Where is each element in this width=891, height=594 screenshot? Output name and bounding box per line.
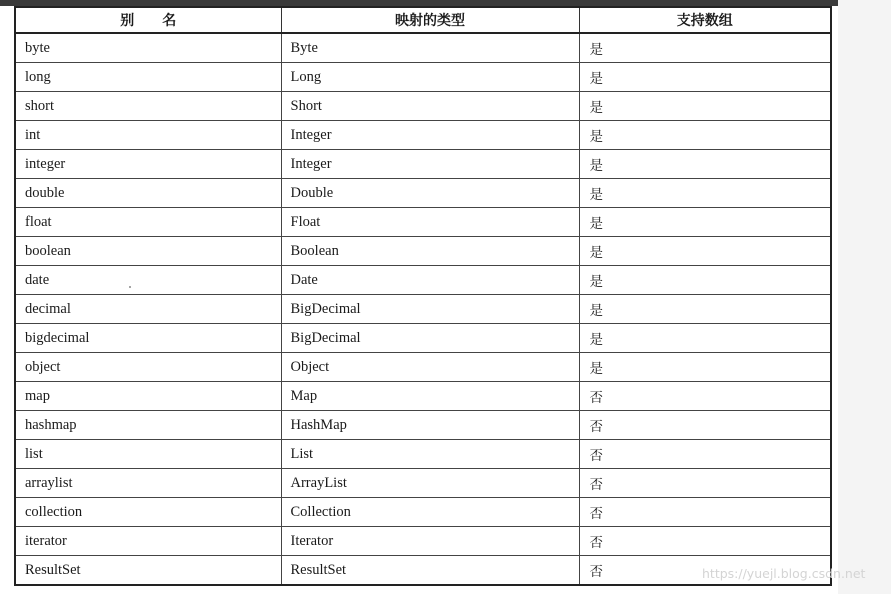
cell-mapped-type: List <box>281 440 579 469</box>
table-row <box>15 63 831 92</box>
cell-alias: object <box>15 353 281 382</box>
cell-supports-array: 是 <box>579 324 831 353</box>
cell-mapped-type: ArrayList <box>281 469 579 498</box>
cell-mapped-type: Long <box>281 63 579 92</box>
cell-alias: decimal <box>15 295 281 324</box>
cell-supports-array: 是 <box>579 237 831 266</box>
header-alias: 别名 <box>15 7 281 33</box>
table-row <box>15 498 831 527</box>
table-row <box>15 353 831 382</box>
table-row <box>15 179 831 208</box>
watermark-text: https://yuejl.blog.csdn.net <box>702 566 866 581</box>
cell-mapped-type: Collection <box>281 498 579 527</box>
cell-supports-array: 是 <box>579 121 831 150</box>
cell-mapped-type: BigDecimal <box>281 295 579 324</box>
table-row <box>15 121 831 150</box>
cell-mapped-type: Boolean <box>281 237 579 266</box>
cell-supports-array: 是 <box>579 295 831 324</box>
cell-mapped-type: Byte <box>281 33 579 63</box>
cell-mapped-type: Integer <box>281 121 579 150</box>
cell-mapped-type: Date <box>281 266 579 295</box>
cell-supports-array: 否 <box>579 498 831 527</box>
cell-supports-array: 否 <box>579 527 831 556</box>
table-row <box>15 266 831 295</box>
scan-speck <box>129 286 131 288</box>
cell-supports-array: 是 <box>579 33 831 63</box>
cell-supports-array: 否 <box>579 440 831 469</box>
table-row <box>15 150 831 179</box>
table-row <box>15 382 831 411</box>
cell-alias: long <box>15 63 281 92</box>
right-margin-strip <box>838 0 891 594</box>
cell-mapped-type: ResultSet <box>281 556 579 586</box>
cell-supports-array: 是 <box>579 150 831 179</box>
cell-alias: hashmap <box>15 411 281 440</box>
cell-supports-array: 否 <box>579 469 831 498</box>
table-row <box>15 527 831 556</box>
cell-supports-array: 否 <box>579 411 831 440</box>
cell-alias: boolean <box>15 237 281 266</box>
cell-alias: iterator <box>15 527 281 556</box>
table-row <box>15 411 831 440</box>
table-row <box>15 208 831 237</box>
cell-alias: arraylist <box>15 469 281 498</box>
cell-mapped-type: Double <box>281 179 579 208</box>
table-row <box>15 324 831 353</box>
cell-alias: ResultSet <box>15 556 281 586</box>
table-header-row <box>15 7 831 33</box>
table-row <box>15 237 831 266</box>
cell-alias: short <box>15 92 281 121</box>
cell-mapped-type: Short <box>281 92 579 121</box>
table-row <box>15 33 831 63</box>
cell-alias: bigdecimal <box>15 324 281 353</box>
cell-alias: collection <box>15 498 281 527</box>
table-row <box>15 295 831 324</box>
cell-supports-array: 是 <box>579 353 831 382</box>
cell-alias: double <box>15 179 281 208</box>
cell-mapped-type: BigDecimal <box>281 324 579 353</box>
cell-alias: integer <box>15 150 281 179</box>
cell-alias: date <box>15 266 281 295</box>
cell-mapped-type: Float <box>281 208 579 237</box>
cell-alias: int <box>15 121 281 150</box>
table-row <box>15 469 831 498</box>
table-row <box>15 92 831 121</box>
header-mapped-type: 映射的类型 <box>281 7 579 33</box>
cell-supports-array: 是 <box>579 208 831 237</box>
cell-alias: list <box>15 440 281 469</box>
cell-supports-array: 是 <box>579 63 831 92</box>
cell-alias: float <box>15 208 281 237</box>
cell-mapped-type: Object <box>281 353 579 382</box>
cell-mapped-type: Integer <box>281 150 579 179</box>
cell-mapped-type: Iterator <box>281 527 579 556</box>
cell-supports-array: 是 <box>579 92 831 121</box>
cell-supports-array: 否 <box>579 556 831 586</box>
cell-supports-array: 是 <box>579 266 831 295</box>
header-supports-array: 支持数组 <box>579 7 831 33</box>
cell-mapped-type: HashMap <box>281 411 579 440</box>
type-alias-table <box>14 6 832 586</box>
cell-alias: map <box>15 382 281 411</box>
cell-mapped-type: Map <box>281 382 579 411</box>
cell-alias: byte <box>15 33 281 63</box>
table-row <box>15 440 831 469</box>
cell-supports-array: 否 <box>579 382 831 411</box>
cell-supports-array: 是 <box>579 179 831 208</box>
